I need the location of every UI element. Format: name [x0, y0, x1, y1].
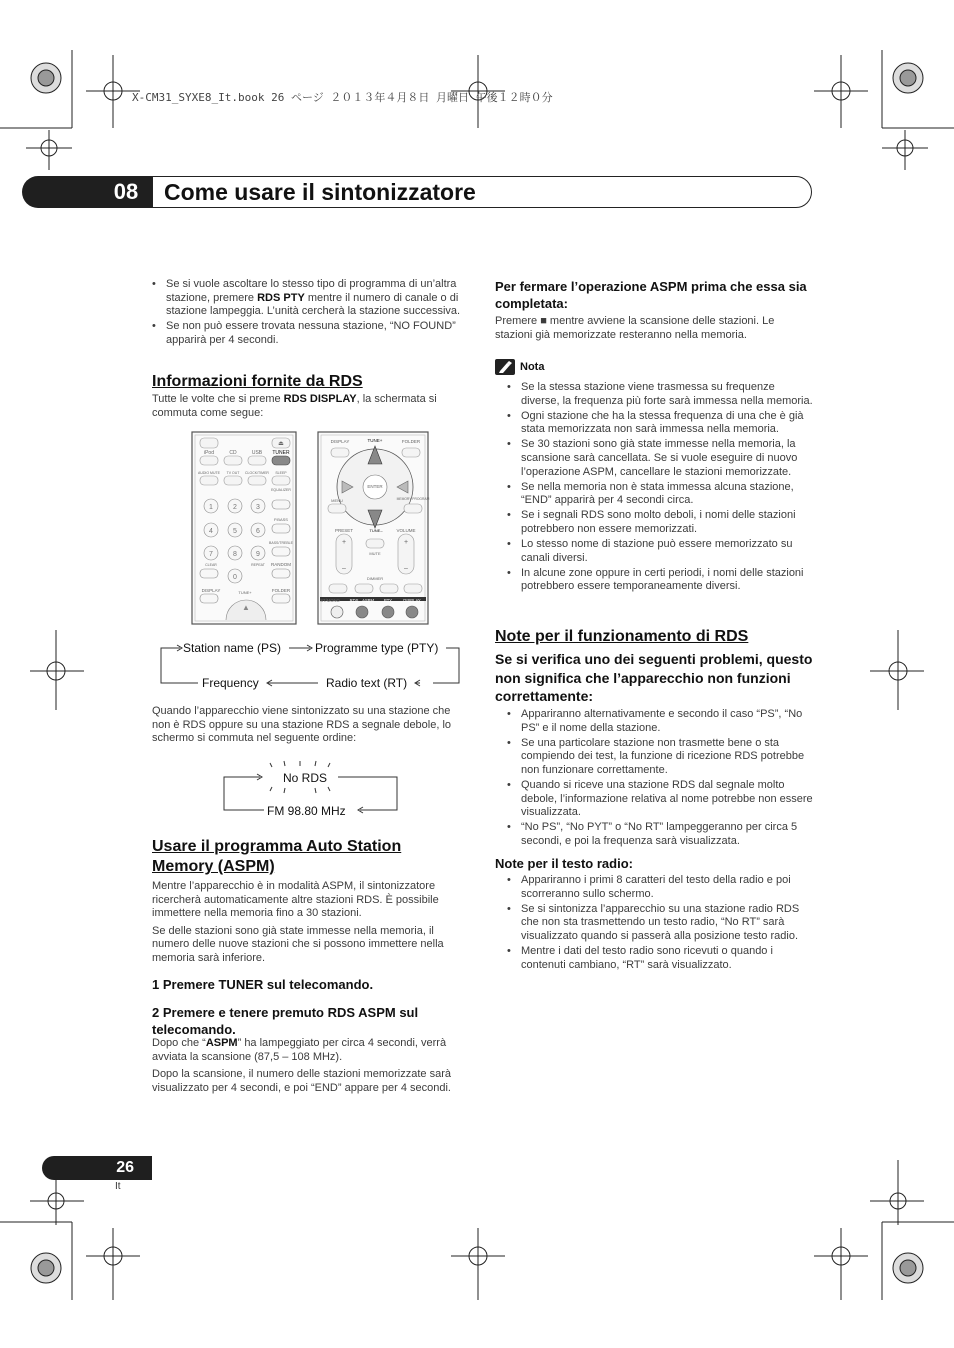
- list-item: • Quando si riceve una stazione RDS dal segnale molto debole, l’informazione relativa al nome potrebbe non essere visualizzata.: [495, 779, 815, 820]
- list-item: • Se nella memoria non è stata immessa alcuna stazione, “END” apparirà per 4 secondi circa.: [495, 481, 815, 508]
- aspm-body: Mentre l’apparecchio è in modalità ASPM, il sintonizzatore ricercherà automaticamente altre stazioni RDS. È possibile immettere nella memoria fino a 30 stazioni. Se delle stazioni sono già state immesse nella memoria, il numero delle nuove stazioni che si possono immettere nella memoria sarà inferiore.: [152, 880, 444, 964]
- digit-9: 9: [256, 551, 260, 558]
- menu-label: MENU: [331, 498, 343, 503]
- intro-bullets: [152, 278, 470, 349]
- svg-text:–: –: [342, 565, 346, 572]
- svg-text:⏏: ⏏: [278, 441, 284, 447]
- list-item: • Se una particolare stazione non trasmette bene o sta compiendo dei test, la funzione di ricezione RDS potrebbe non funzionare correttamente.: [495, 737, 815, 778]
- digit-0: 0: [233, 574, 237, 581]
- tuner-label: TUNER: [272, 450, 290, 456]
- folder-label: FOLDER: [271, 588, 291, 593]
- aspm-title: Usare il programma Auto Station Memory (ASPM): [152, 838, 402, 875]
- language-code: It: [115, 1181, 121, 1192]
- clear-label: CLEAR: [205, 563, 217, 567]
- stop-aspm-text: Premere ■ mentre avviene la scansione delle stazioni. Le stazioni già memorizzate resteranno nella memoria.: [495, 315, 775, 341]
- right-folder-label: FOLDER: [401, 439, 421, 444]
- tune-plus-label: TUNE+: [238, 590, 252, 595]
- digit-6: 6: [256, 528, 260, 535]
- list-item: • Se si sintonizza l’apparecchio su una stazione radio RDS che non sta trasmettendo un testo radio, “No RT” sarà visualizzato quando si passerà alla posizione testo radio.: [495, 903, 815, 944]
- aspm-step-1: 1 Premere TUNER sul telecomando.: [152, 977, 374, 992]
- diagram-radio-text: Radio text (RT): [326, 676, 408, 690]
- list-item: • “No PS”, “No PYT” o “No RT” lampeggeranno per circa 5 secondi, e poi la frequenza sarà visualizzata.: [495, 821, 815, 848]
- page-number-tab: [42, 1156, 152, 1180]
- problems-title: Se si verifica uno dei seguenti problemi, questo non significa che l’apparecchio non funzioni correttamente:: [495, 651, 813, 704]
- aspm-step-2: 2 Premere e tenere premuto RDS ASPM sul telecomando.: [152, 1005, 419, 1037]
- diagram-programme-type: Programme type (PTY): [315, 641, 439, 655]
- nota-list: [495, 381, 815, 595]
- digit-5: 5: [233, 528, 237, 535]
- diagram-station-name: Station name (PS): [183, 641, 282, 655]
- bottom-display-label: DISPLAY: [403, 598, 421, 603]
- digit-1: 1: [209, 504, 213, 511]
- st-mono-label: ST/MONO: [320, 598, 340, 603]
- preset-label: PRESET: [334, 528, 354, 533]
- digit-7: 7: [209, 551, 213, 558]
- digit-2: 2: [233, 504, 237, 511]
- bass-treble-label: BASS/TREBLE: [269, 541, 293, 545]
- remote-illustration: [190, 430, 430, 626]
- list-item: • Se i segnali RDS sono molto deboli, i nomi delle stazioni potrebbero non essere memorizzati.: [495, 509, 815, 536]
- pty-label: PTY: [383, 598, 393, 603]
- list-item: • Lo stesso nome di stazione può essere memorizzato su canali diversi.: [495, 538, 815, 565]
- nota-label: Nota: [520, 361, 545, 373]
- repeat-label: REPEAT: [251, 563, 265, 567]
- mute-label: MUTE: [369, 551, 381, 556]
- cd-label: CD: [229, 450, 237, 456]
- right-tune-plus-label: TUNE+: [367, 438, 383, 443]
- equalizer-label: EQUALIZER: [271, 488, 291, 492]
- usb-label: USB: [251, 450, 263, 456]
- list-item: • Se non può essere trovata nessuna stazione, “NO FOUND” apparirà per 4 secondi.: [140, 320, 470, 347]
- rds-label: RDS: [349, 598, 359, 603]
- page-number: 26: [116, 1159, 134, 1176]
- clock-timer-label: CLOCK/TIMER: [245, 471, 269, 475]
- diagram-frequency: Frequency: [202, 676, 259, 690]
- list-item: • Se si vuole ascoltare lo stesso tipo di programma di un’altra stazione, premere RDS PTY mentre il numero di canale o di stazione lampeggia. L’unità cercherà la stazione successiva.: [140, 278, 470, 319]
- rds-info-intro: Tutte le volte che si preme RDS DISPLAY, la schermata si commuta come segue:: [152, 393, 437, 419]
- volume-label: VOLUME: [396, 528, 416, 533]
- rds-notes-title: Note per il funzionamento di RDS: [495, 628, 749, 645]
- digit-4: 4: [209, 528, 213, 535]
- audio-mute-label: AUDIO MUTE: [198, 471, 220, 475]
- list-item: • Ogni stazione che ha la stessa frequenza di una che è già stata memorizzata non sarà immessa nella memoria.: [495, 410, 815, 437]
- svg-text:▲: ▲: [242, 603, 250, 612]
- list-item: • Se la stessa stazione viene trasmessa su frequenze diverse, la frequenza più forte sarà immessa nella memoria.: [495, 381, 815, 408]
- radio-text-list: [495, 874, 815, 974]
- aspm-label: ASPM: [362, 598, 374, 603]
- svg-text:–: –: [404, 565, 408, 572]
- list-item: • In alcune zone oppure in certi periodi, i nomi delle stazioni potrebbero essere temporaneamente diversi.: [495, 567, 815, 594]
- non-rds-text: Quando l’apparecchio viene sintonizzato su una stazione che non è RDS oppure su una stazione RDS a segnale debole, lo schermo si commuta nel seguente ordine:: [152, 705, 452, 745]
- digit-8: 8: [233, 551, 237, 558]
- tv-out-label: TV OUT: [226, 471, 240, 475]
- tune-minus-label: TUNE–: [369, 528, 383, 533]
- list-item: • Se 30 stazioni sono già state immesse nella memoria, la scansione sarà cancellata. Se si vuole eseguire di nuovo l’operazione ASPM, cancellare le stazioni memorizzate.: [495, 438, 815, 479]
- right-display-label: DISPLAY: [330, 439, 350, 444]
- list-item: • Appariranno i primi 8 caratteri del testo della radio e poi scorreranno sullo schermo.: [495, 874, 815, 901]
- random-label: RANDOM: [271, 562, 291, 567]
- rds-info-title: Informazioni fornite da RDS: [152, 373, 363, 390]
- list-item: • Mentre i dati del testo radio sono ricevuti o quando i contenuti cambiano, “RT” sarà visualizzato.: [495, 945, 815, 972]
- enter-label: ENTER: [367, 484, 383, 489]
- stop-aspm-title: Per fermare l’operazione ASPM prima che essa sia completata:: [495, 279, 807, 311]
- problems-list: [495, 708, 815, 850]
- no-rds-cycle-diagram: [220, 758, 402, 824]
- list-item: • Appariranno alternativamente e secondo il caso “PS”, “No PS” e il nome della stazione.: [495, 708, 815, 735]
- display-label: DISPLAY: [201, 588, 221, 593]
- diagram-no-rds: No RDS: [283, 771, 328, 785]
- svg-text:+: +: [403, 539, 409, 546]
- diagram-fm-frequency: FM 98.80 MHz: [267, 804, 346, 818]
- nota-icon: [495, 359, 515, 375]
- memory-program-label: MEMORY PROGRAM: [396, 497, 430, 501]
- pbass-label: P.BASS: [274, 517, 288, 522]
- sleep-label: SLEEP: [275, 471, 287, 475]
- radio-text-title: Note per il testo radio:: [495, 856, 633, 871]
- ipod-label: iPod: [203, 450, 215, 456]
- chapter-title: Come usare il sintonizzatore: [164, 179, 476, 205]
- book-header-line: X-CM31_SYXE8_It.book 26 ページ ２０１３年４月８日 月曜日 午後１２時０分: [132, 91, 553, 104]
- aspm-step-2-body: Dopo che “ASPM” ha lampeggiato per circa 4 secondi, verrà avviata la scansione (87,5 – 108 MHz). Dopo la scansione, il numero delle stazioni memorizzate sarà visualizzato per 4 secondi, e poi “END” appare per 4 secondi.: [152, 1037, 451, 1094]
- rds-display-cycle-diagram: [158, 638, 470, 694]
- svg-text:+: +: [341, 539, 347, 546]
- chapter-number: 08: [113, 179, 139, 204]
- dimmer-label: DIMMER: [366, 576, 384, 581]
- digit-3: 3: [256, 504, 260, 511]
